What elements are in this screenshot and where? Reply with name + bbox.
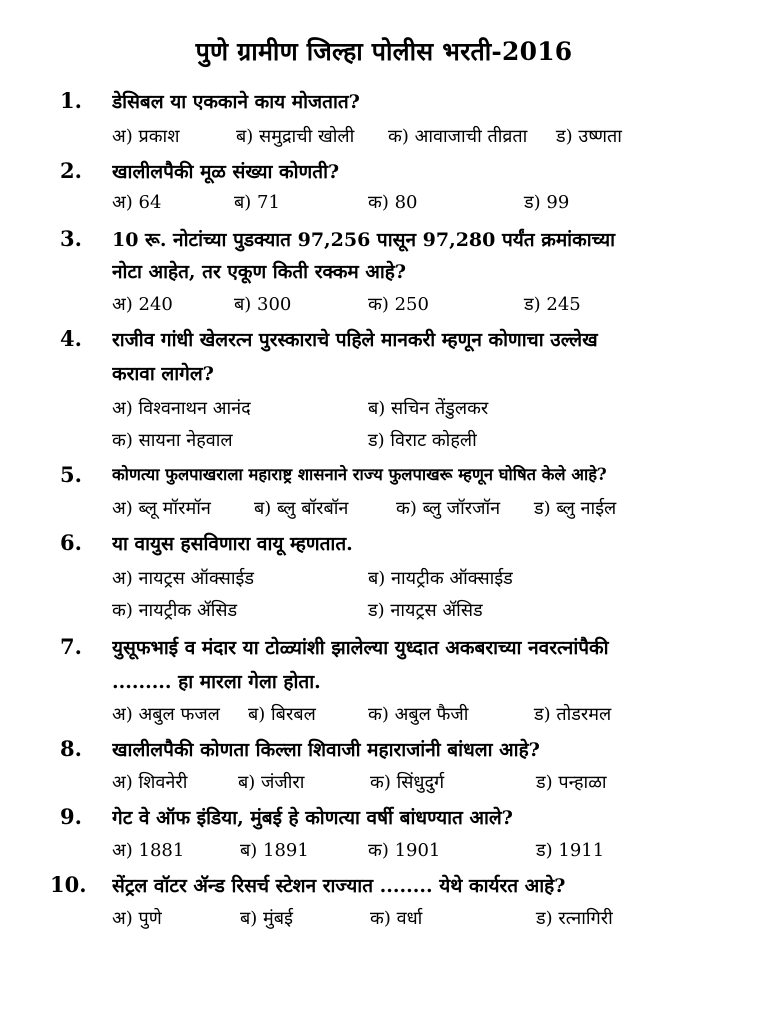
option-c: क) 80 (368, 192, 418, 213)
question-3-line-1 (0, 226, 768, 256)
question-1-line-1 (0, 88, 768, 118)
option-d: ड) उष्णता (556, 126, 622, 147)
question-text: या वायुस हसविणारा वायू म्हणतात. (112, 533, 353, 555)
option-d: ड) 99 (524, 192, 570, 213)
question-text: युसूफभाई व मंदार या टोळ्यांशी झालेल्या युध्दात अकबराच्या नवरत्नांपैकी (112, 637, 609, 659)
question-number: 4. (60, 326, 82, 351)
option-c: क) अबुल फैजी (368, 704, 469, 725)
option-a: अ) 240 (112, 294, 173, 315)
option-c: क) सायना नेहवाल (112, 430, 233, 451)
option-d: ड) 245 (524, 294, 581, 315)
option-d: ड) नायट्रस ॲसिड (368, 600, 483, 621)
option-b: ब) 71 (234, 192, 280, 213)
question-2-line-1 (0, 158, 768, 188)
question-10-line-1 (0, 872, 768, 902)
question-text: 10 रू. नोटांच्या पुडक्यात 97,256 पासून 97,280 पर्यंत क्रमांकाच्या (112, 229, 616, 251)
question-7-line-1 (0, 634, 768, 664)
option-d: ड) 1911 (536, 840, 605, 861)
option-a: अ) पुणे (112, 908, 162, 929)
option-a: अ) शिवनेरी (112, 772, 188, 793)
question-number: 9. (60, 804, 82, 829)
option-a: अ) विश्वनाथन आनंद (112, 398, 251, 419)
option-c: क) सिंधुदुर्ग (370, 772, 445, 793)
option-a: अ) अबुल फजल (112, 704, 220, 725)
option-b: ब) मुंबई (240, 908, 293, 929)
option-b: ब) समुद्राची खोली (236, 126, 355, 147)
option-a: अ) 64 (112, 192, 162, 213)
option-d: ड) रत्नागिरी (536, 908, 613, 929)
option-d: ड) पन्हाळा (536, 772, 607, 793)
option-d: ड) तोडरमल (534, 704, 612, 725)
question-number: 1. (60, 88, 82, 113)
question-number: 8. (60, 736, 82, 761)
option-a: अ) प्रकाश (112, 126, 180, 147)
option-a: अ) नायट्रस ऑक्साईड (112, 568, 254, 589)
option-b: ब) जंजीरा (238, 772, 305, 793)
option-c: क) वर्धा (370, 908, 423, 929)
question-5-line-1 (0, 462, 768, 492)
option-d: ड) ब्लु नाईल (534, 498, 617, 519)
option-c: क) 1901 (368, 840, 441, 861)
option-c: क) आवाजाची तीव्रता (388, 126, 528, 147)
question-text: कोणत्या फुलपाखराला महाराष्ट्र शासनाने राज्य फुलपाखरू म्हणून घोषित केले आहे? (112, 465, 607, 484)
page-title: पुणे ग्रामीण जिल्हा पोलीस भरती-2016 (195, 37, 573, 66)
option-c: क) ब्लु जॉरजॉन (396, 498, 501, 519)
question-text: डेसिबल या एककाने काय मोजतात? (112, 91, 360, 113)
question-4-line-1 (0, 326, 768, 356)
question-text: ......... हा मारला गेला होता. (112, 671, 321, 693)
option-b: ब) बिरबल (248, 704, 316, 725)
question-text: खालीलपैकी मूळ संख्या कोणती? (112, 161, 340, 183)
question-7-line-2 (0, 668, 768, 698)
option-b: ब) ब्लु बॉरबॉन (254, 498, 349, 519)
option-a: अ) ब्लू मॉरमॉन (112, 498, 211, 519)
question-text: राजीव गांधी खेलरत्न पुरस्काराचे पहिले मानकरी म्हणून कोणाचा उल्लेख (112, 329, 598, 351)
question-number: 2. (60, 158, 82, 183)
option-d: ड) विराट कोहली (368, 430, 477, 451)
question-number: 5. (60, 462, 82, 487)
question-number: 6. (60, 530, 82, 555)
question-text: सेंट्रल वॉटर ॲन्ड रिसर्च स्टेशन राज्यात ........ येथे कार्यरत आहे? (112, 875, 566, 897)
question-9-line-1 (0, 804, 768, 834)
option-a: अ) 1881 (112, 840, 185, 861)
question-number: 3. (60, 226, 82, 251)
question-text: नोटा आहेत, तर एकूण किती रक्कम आहे? (112, 261, 407, 283)
question-text: गेट वे ऑफ इंडिया, मुंबई हे कोणत्या वर्षी बांधण्यात आले? (112, 807, 513, 829)
question-number: 10. (50, 872, 87, 897)
question-4-line-2 (0, 360, 768, 390)
option-b: ब) 1891 (240, 840, 309, 861)
option-c: क) नायट्रीक ॲसिड (112, 600, 238, 621)
option-b: ब) 300 (234, 294, 292, 315)
option-b: ब) सचिन तेंडुलकर (368, 398, 489, 419)
question-number: 7. (60, 634, 82, 659)
question-6-line-1 (0, 530, 768, 560)
question-text: करावा लागेल? (112, 363, 214, 385)
option-c: क) 250 (368, 294, 429, 315)
question-3-line-2 (0, 258, 768, 288)
question-text: खालीलपैकी कोणता किल्ला शिवाजी महाराजांनी बांधला आहे? (112, 739, 540, 761)
option-b: ब) नायट्रीक ऑक्साईड (368, 568, 513, 589)
question-8-line-1 (0, 736, 768, 766)
